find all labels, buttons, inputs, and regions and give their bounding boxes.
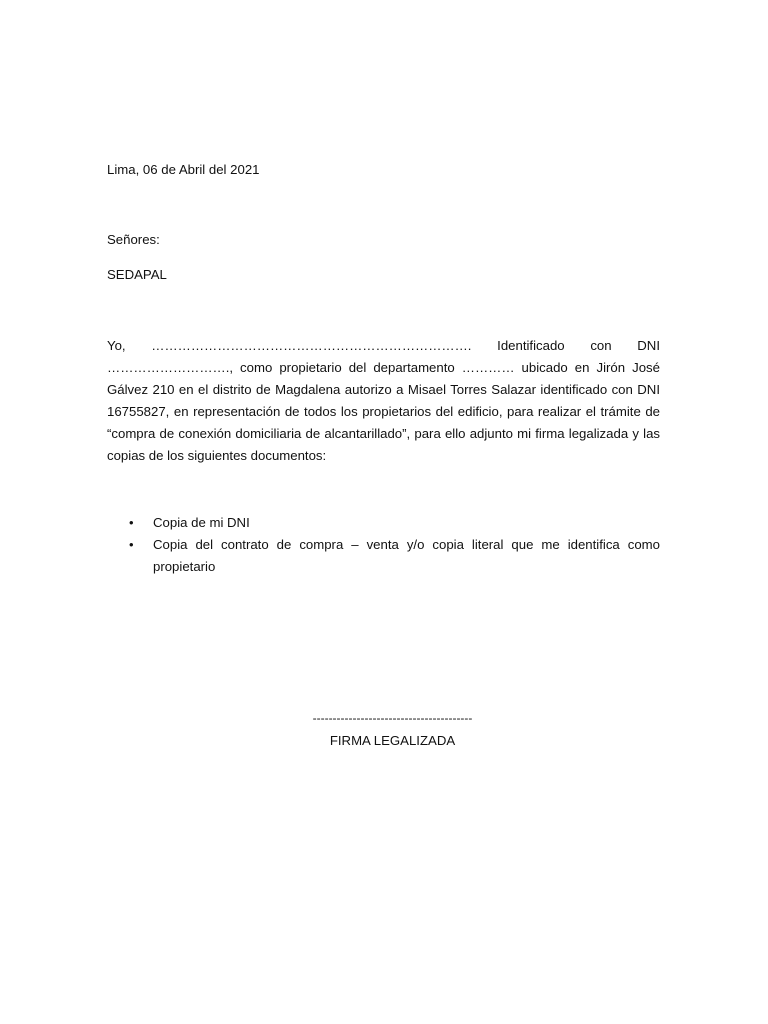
letter-greeting: Señores: xyxy=(107,232,160,247)
signature-line: ---------------------------------------- xyxy=(312,711,473,725)
list-item-text: Copia del contrato de compra – venta y/o copia literal que me identifica como propietario xyxy=(153,537,660,574)
bullet-icon: • xyxy=(129,515,134,530)
letter-body: Yo, ………………………………………………………………. Identificado con DNI ………………………., como propietario del departamento ………… ubicado en Jirón José Gálvez 210 en el distrito de Magdalena autorizo a Misael Torres Salazar identificado con DNI 16755827, en representación de todos los propietarios del edificio, para realizar el trámite de “compra de conexión domiciliaria de alcantarillado”, para ello adjunto mi firma legalizada y las copias de los siguientes documentos: xyxy=(107,338,660,463)
letter-recipient: SEDAPAL xyxy=(107,267,167,282)
list-item xyxy=(107,534,660,578)
signature-label: FIRMA LEGALIZADA xyxy=(329,733,456,748)
list-item-text: Copia de mi DNI xyxy=(153,515,250,530)
list-item xyxy=(107,512,660,534)
bullet-icon: • xyxy=(129,537,134,552)
document-list xyxy=(107,512,660,578)
signature-block xyxy=(250,711,535,749)
letter-date: Lima, 06 de Abril del 2021 xyxy=(107,162,260,177)
